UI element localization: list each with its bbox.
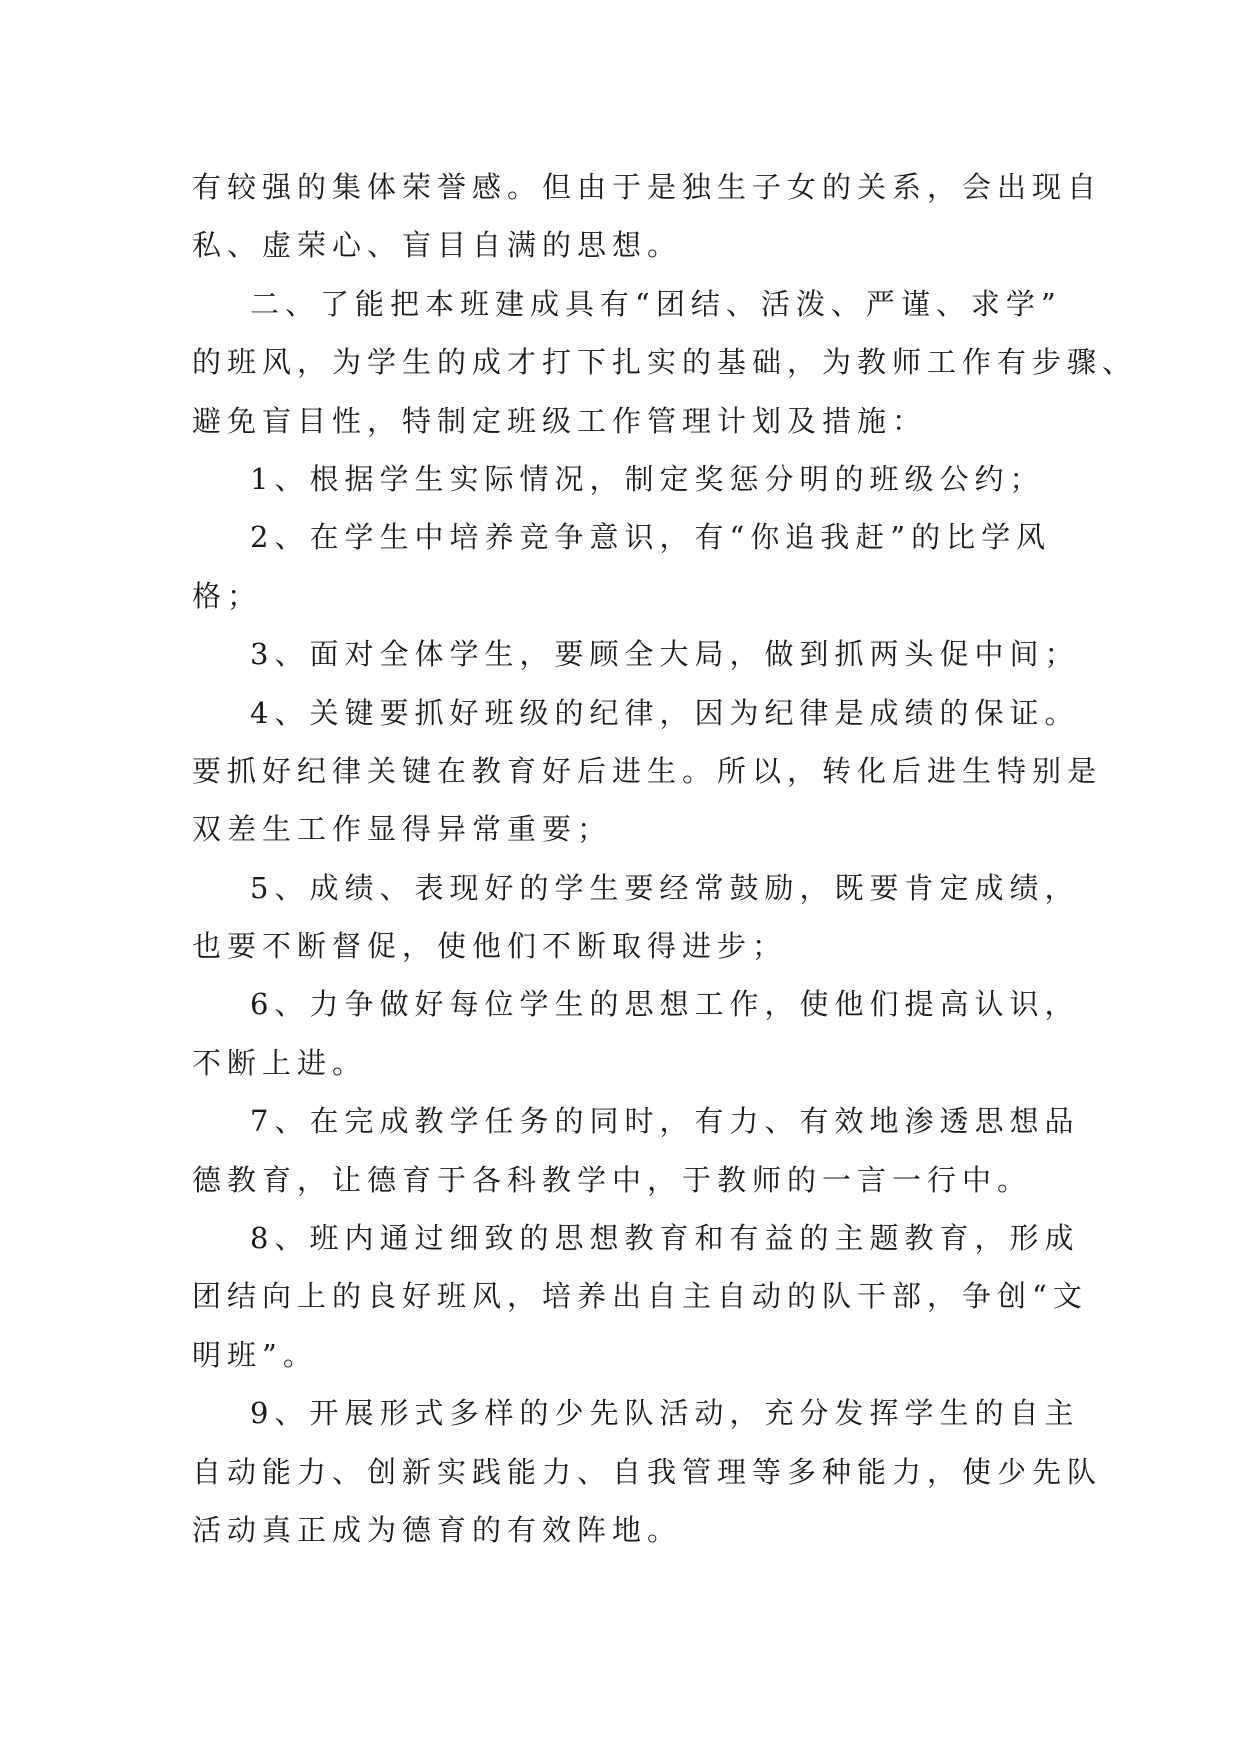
text-line: 6、力争做好每位学生的思想工作，使他们提高认识， xyxy=(250,987,1080,1022)
text-line: 自动能力、创新实践能力、自我管理等多种能力，使少先队 xyxy=(192,1454,1103,1489)
text-line: 格； xyxy=(192,578,263,613)
text-line: 4、关键要抓好班级的纪律，因为纪律是成绩的保证。 xyxy=(250,695,1080,730)
text-line: 也要不断督促，使他们不断取得进步； xyxy=(192,929,788,964)
text-line: 7、在完成教学任务的同时，有力、有效地渗透思想品 xyxy=(250,1104,1080,1139)
text-line: 避免盲目性，特制定班级工作管理计划及措施： xyxy=(192,403,928,438)
text-line: 9、开展形式多样的少先队活动，充分发挥学生的自主 xyxy=(250,1396,1080,1431)
text-line: 双差生工作显得异常重要； xyxy=(192,812,613,847)
text-line: 5、成绩、表现好的学生要经常鼓励，既要肯定成绩， xyxy=(250,870,1080,905)
document-body xyxy=(192,158,1138,1559)
text-line: 的班风，为学生的成才打下扎实的基础，为教师工作有步骤、 xyxy=(192,345,1138,380)
text-line: 私、虚荣心、盲目自满的思想。 xyxy=(192,228,683,263)
text-line: 不断上进。 xyxy=(192,1045,368,1080)
text-line: 团结向上的良好班风，培养出自主自动的队干部，争创“文 xyxy=(192,1279,1088,1314)
text-line: 2、在学生中培养竞争意识，有“你追我赶”的比学风 xyxy=(250,520,1052,555)
text-line: 8、班内通过细致的思想教育和有益的主题教育，形成 xyxy=(250,1221,1080,1256)
text-line: 3、面对全体学生，要顾全大局，做到抓两头促中间； xyxy=(250,637,1080,672)
text-line: 要抓好纪律关键在教育好后进生。所以，转化后进生特别是 xyxy=(192,753,1103,788)
text-line: 有较强的集体荣誉感。但由于是独生子女的关系，会出现自 xyxy=(192,170,1103,204)
text-line: 明班”。 xyxy=(192,1337,318,1372)
text-line: 活动真正成为德育的有效阵地。 xyxy=(192,1512,683,1547)
text-line: 德教育，让德育于各科教学中，于教师的一言一行中。 xyxy=(192,1162,1033,1197)
text-line: 1、根据学生实际情况，制定奖惩分明的班级公约； xyxy=(250,461,1045,496)
text-line: 二、了能把本班建成具有“团结、活泼、严谨、求学” xyxy=(250,286,1062,321)
